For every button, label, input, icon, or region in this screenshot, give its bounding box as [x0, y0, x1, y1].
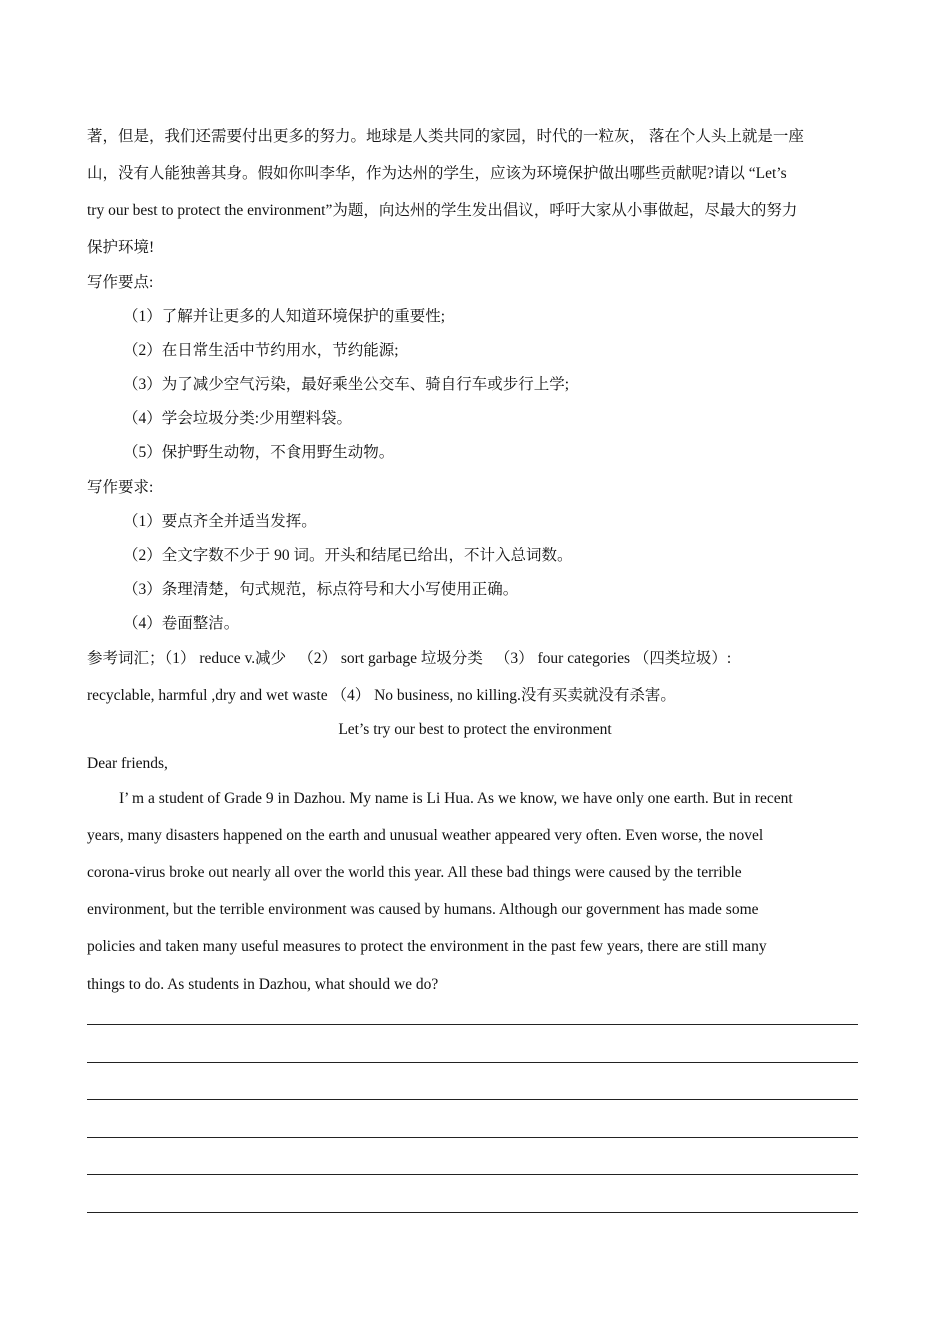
answer-line[interactable]	[87, 1024, 858, 1025]
requirement-item: （3）条理清楚，句式规范，标点符号和大小写使用正确。	[123, 581, 519, 598]
requirement-item: （2）全文字数不少于 90 词。开头和结尾已给出，不计入总词数。	[123, 547, 573, 564]
essay-line: corona-virus broke out nearly all over the world this year. All these bad things were caused by the terrible	[87, 864, 742, 881]
vocab-label: 参考词汇；	[87, 650, 165, 667]
essay-line: years, many disasters happened on the earth and unusual weather appeared very often. Even worse, the novel	[87, 827, 764, 844]
essay-line: policies and taken many useful measures to protect the environment in the past few years, there are still many	[87, 938, 767, 955]
vocab-line	[87, 649, 731, 669]
intro-line: 著，但是，我们还需要付出更多的努力。地球是人类共同的家园，时代的一粒灰， 落在个人头上就是一座	[87, 128, 804, 145]
requirement-item: （1）要点齐全并适当发挥。	[123, 513, 317, 530]
answer-line[interactable]	[87, 1062, 858, 1063]
answer-line[interactable]	[87, 1174, 858, 1175]
point-item: （5）保护野生动物，不食用野生动物。	[123, 444, 395, 461]
intro-line: 山，没有人能独善其身。假如你叫李华，作为达州的学生，应该为环境保护做出哪些贡献呢?请以 “Let’s	[87, 165, 787, 182]
essay-line: I’ m a student of Grade 9 in Dazhou. My name is Li Hua. As we know, we have only one earth. But in recent	[119, 790, 793, 807]
answer-line[interactable]	[87, 1212, 858, 1213]
requirements-heading: 写作要求:	[87, 479, 154, 496]
answer-line[interactable]	[87, 1137, 858, 1138]
essay-salutation: Dear friends,	[87, 755, 168, 772]
essay-line: things to do. As students in Dazhou, what should we do?	[87, 976, 439, 993]
intro-line: 保护环境!	[87, 239, 155, 256]
requirement-item: （4）卷面整洁。	[123, 615, 240, 632]
answer-line[interactable]	[87, 1099, 858, 1100]
point-item: （2）在日常生活中节约用水，节约能源;	[123, 342, 399, 359]
point-item: （4）学会垃圾分类:少用塑料袋。	[123, 410, 353, 427]
vocab-line-2: recyclable, harmful ,dry and wet waste （4） No business, no killing.没有买卖就没有杀害。	[87, 687, 676, 704]
intro-line: try our best to protect the environment”为题，向达州的学生发出倡议，呼吁大家从小事做起，尽最大的努力	[87, 202, 798, 219]
point-item: （3）为了减少空气污染，最好乘坐公交车、骑自行车或步行上学;	[123, 376, 570, 393]
essay-line: environment, but the terrible environment was caused by humans. Although our government has made some	[87, 901, 759, 918]
vocab-item: （3） four categories （四类垃圾）:	[494, 650, 732, 667]
point-item: （1）了解并让更多的人知道环境保护的重要性;	[123, 308, 446, 325]
essay-title: Let’s try our best to protect the environment	[338, 721, 612, 738]
vocab-item: （2） sort garbage 垃圾分类	[298, 650, 483, 667]
vocab-item: （1） reduce v.减少	[164, 650, 287, 667]
points-heading: 写作要点:	[87, 274, 154, 291]
